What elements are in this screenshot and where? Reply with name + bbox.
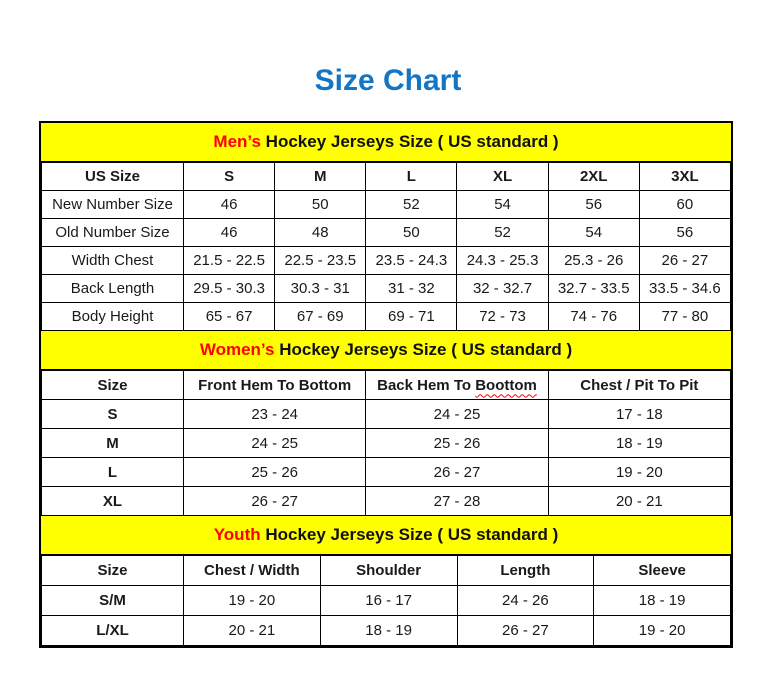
size-value-cell: 48 bbox=[275, 219, 366, 247]
table-row bbox=[42, 586, 731, 616]
column-header-text: Back Hem To bbox=[377, 376, 476, 394]
size-value-cell: 26 - 27 bbox=[184, 487, 366, 516]
table-row bbox=[42, 458, 731, 487]
mens-section-header bbox=[41, 123, 731, 162]
column-header: Chest / Pit To Pit bbox=[548, 371, 730, 400]
size-value-cell: 26 - 27 bbox=[639, 247, 730, 275]
column-header: S bbox=[184, 163, 275, 191]
size-value-cell: 54 bbox=[457, 191, 548, 219]
row-label: S/M bbox=[42, 586, 184, 616]
size-value-cell: 19 - 20 bbox=[548, 458, 730, 487]
size-value-cell: 26 - 27 bbox=[457, 616, 594, 646]
row-label: XL bbox=[42, 487, 184, 516]
table-row bbox=[42, 219, 731, 247]
size-value-cell: 46 bbox=[184, 191, 275, 219]
column-header: 2XL bbox=[548, 163, 639, 191]
size-value-cell: 52 bbox=[457, 219, 548, 247]
size-value-cell: 24 - 25 bbox=[184, 429, 366, 458]
size-value-cell: 23.5 - 24.3 bbox=[366, 247, 457, 275]
size-value-cell: 54 bbox=[548, 219, 639, 247]
size-value-cell: 18 - 19 bbox=[594, 586, 731, 616]
column-header: 3XL bbox=[639, 163, 730, 191]
column-header-row bbox=[42, 371, 731, 400]
row-label: Body Height bbox=[42, 303, 184, 331]
row-label: Old Number Size bbox=[42, 219, 184, 247]
youth-section-header bbox=[41, 516, 731, 555]
table-row bbox=[42, 303, 731, 331]
size-value-cell: 74 - 76 bbox=[548, 303, 639, 331]
size-value-cell: 21.5 - 22.5 bbox=[184, 247, 275, 275]
size-value-cell: 31 - 32 bbox=[366, 275, 457, 303]
size-value-cell: 25 - 26 bbox=[366, 429, 548, 458]
size-chart-table bbox=[39, 121, 733, 648]
size-value-cell: 69 - 71 bbox=[366, 303, 457, 331]
size-value-cell: 60 bbox=[639, 191, 730, 219]
column-header: L bbox=[366, 163, 457, 191]
size-value-cell: 32 - 32.7 bbox=[457, 275, 548, 303]
youth-heading-accent: Youth bbox=[213, 525, 261, 544]
size-value-cell: 19 - 20 bbox=[184, 586, 321, 616]
womens-table bbox=[41, 370, 731, 516]
size-value-cell: 25 - 26 bbox=[184, 458, 366, 487]
size-value-cell: 52 bbox=[366, 191, 457, 219]
column-header: Size bbox=[42, 556, 184, 586]
table-row bbox=[42, 275, 731, 303]
page-title: Size Chart bbox=[314, 64, 462, 97]
table-row bbox=[42, 429, 731, 458]
size-value-cell: 16 - 17 bbox=[320, 586, 457, 616]
youth-heading-text: Hockey Jerseys Size ( US standard ) bbox=[260, 525, 559, 544]
size-value-cell: 17 - 18 bbox=[548, 400, 730, 429]
column-header-row bbox=[42, 163, 731, 191]
table-row bbox=[42, 616, 731, 646]
row-label: M bbox=[42, 429, 184, 458]
size-value-cell: 24 - 25 bbox=[366, 400, 548, 429]
size-value-cell: 46 bbox=[184, 219, 275, 247]
size-value-cell: 25.3 - 26 bbox=[548, 247, 639, 275]
size-value-cell: 20 - 21 bbox=[184, 616, 321, 646]
size-value-cell: 50 bbox=[275, 191, 366, 219]
column-header: Size bbox=[42, 371, 184, 400]
size-value-cell: 23 - 24 bbox=[184, 400, 366, 429]
size-value-cell: 18 - 19 bbox=[548, 429, 730, 458]
column-header: XL bbox=[457, 163, 548, 191]
size-value-cell: 30.3 - 31 bbox=[275, 275, 366, 303]
size-value-cell: 32.7 - 33.5 bbox=[548, 275, 639, 303]
size-value-cell: 50 bbox=[366, 219, 457, 247]
womens-section-header bbox=[41, 331, 731, 370]
size-value-cell: 26 - 27 bbox=[366, 458, 548, 487]
table-row bbox=[42, 400, 731, 429]
mens-table bbox=[41, 162, 731, 331]
size-value-cell: 22.5 - 23.5 bbox=[275, 247, 366, 275]
column-header-row bbox=[42, 556, 731, 586]
mens-heading-text: Hockey Jerseys Size ( US standard ) bbox=[260, 132, 559, 151]
size-value-cell: 19 - 20 bbox=[594, 616, 731, 646]
youth-table bbox=[41, 555, 731, 646]
row-label: L bbox=[42, 458, 184, 487]
size-value-cell: 72 - 73 bbox=[457, 303, 548, 331]
row-label: S bbox=[42, 400, 184, 429]
table-row bbox=[42, 191, 731, 219]
size-value-cell: 18 - 19 bbox=[320, 616, 457, 646]
size-value-cell: 27 - 28 bbox=[366, 487, 548, 516]
size-value-cell: 29.5 - 30.3 bbox=[184, 275, 275, 303]
size-value-cell: 24.3 - 25.3 bbox=[457, 247, 548, 275]
column-header: Chest / Width bbox=[184, 556, 321, 586]
size-value-cell: 56 bbox=[548, 191, 639, 219]
column-header: US Size bbox=[42, 163, 184, 191]
column-header: Length bbox=[457, 556, 594, 586]
column-header: Sleeve bbox=[594, 556, 731, 586]
row-label: Back Length bbox=[42, 275, 184, 303]
table-row bbox=[42, 247, 731, 275]
size-value-cell: 20 - 21 bbox=[548, 487, 730, 516]
column-header: Shoulder bbox=[320, 556, 457, 586]
womens-heading-text: Hockey Jerseys Size ( US standard ) bbox=[274, 340, 573, 359]
size-value-cell: 77 - 80 bbox=[639, 303, 730, 331]
size-value-cell: 56 bbox=[639, 219, 730, 247]
mens-heading-accent: Men’s bbox=[213, 132, 261, 151]
size-value-cell: 65 - 67 bbox=[184, 303, 275, 331]
column-header: M bbox=[275, 163, 366, 191]
column-header bbox=[366, 371, 548, 400]
row-label: Width Chest bbox=[42, 247, 184, 275]
row-label: New Number Size bbox=[42, 191, 184, 219]
row-label: L/XL bbox=[42, 616, 184, 646]
table-row bbox=[42, 487, 731, 516]
size-value-cell: 67 - 69 bbox=[275, 303, 366, 331]
womens-heading-accent: Women’s bbox=[199, 340, 275, 359]
size-value-cell: 24 - 26 bbox=[457, 586, 594, 616]
column-header: Front Hem To Bottom bbox=[184, 371, 366, 400]
misspelled-word: Boottom bbox=[475, 376, 537, 394]
size-value-cell: 33.5 - 34.6 bbox=[639, 275, 730, 303]
